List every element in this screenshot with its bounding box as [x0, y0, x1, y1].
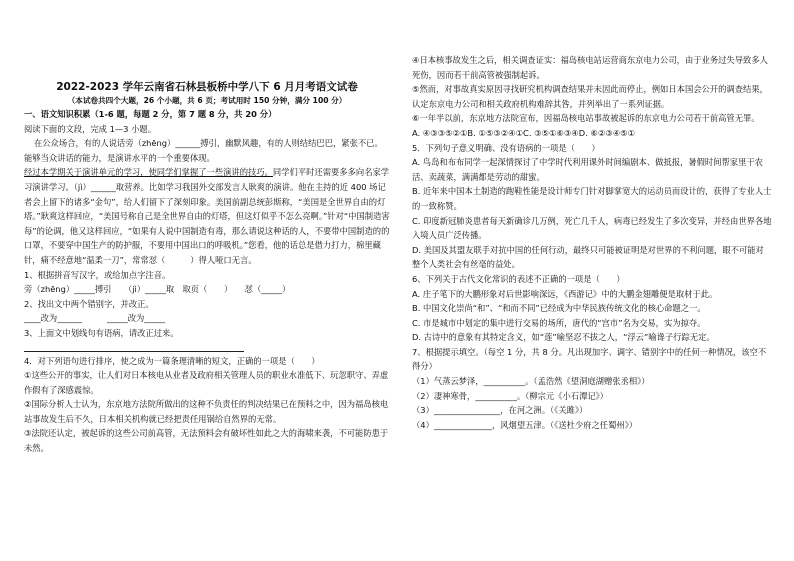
question-5-option: A. 鸟岛和布布同学一起深情探讨了中学时代利用课外时间编剧本、做抵报，暑假时间帮家里干农活、卖蔬菜，满满都是劳动的甜蜜。	[412, 157, 763, 182]
question-4-item: ③法院还认定，被起诉的这些公司前高管，无法预料会有破坏性如此之大的海啸来袭，不可能防患于未然。	[24, 428, 389, 454]
question-6-option: D. 古诗中的意象有其特定含义，如“莲”喻坚忍不拔之人，“浮云”喻谗子行踪无定。	[412, 332, 715, 343]
question-4-item: ②国际分析人士认为，东京地方法院所做出的这种不负责任的判决结果已在预料之中，因为福岛核电站事故发生后不久，日本相关机构就已经把责任甩锅给自然界的无常。	[24, 399, 389, 424]
question-4-item: ⑥一年半以前，东京地方法院宣布，因福岛核电站事故被起诉的东京电力公司若干前高管无罪。	[412, 113, 760, 124]
question-5: 5．下列句子意义明确、没有语病的一项是（ ）	[412, 142, 600, 153]
question-7-line: （1）气蒸云梦泽，__________。（孟浩然《望洞庭湖赠张丞相》）	[412, 376, 650, 387]
right-column	[412, 53, 772, 432]
question-4-options: A. ④③③⑤②①B. ①⑤③②④①C. ③⑤①⑥③④D. ⑥②③④⑤①	[412, 127, 636, 138]
passage-paragraph: 在公众场合，有的人说话旁（zhēng）______搏引，幽默风趣，有的人则结结巴巴，紧张不已。能够当众讲话的能力，是演讲水平的一个重要体现。	[24, 138, 383, 163]
question-3: 3、上面文中划线句有语病，请改正过来。	[24, 327, 179, 338]
question-7-line: （4）______________，风烟望五津。（《送杜少府之任蜀州》）	[412, 419, 638, 430]
question-6: 6、下列关于古代文化常识的表述不正确的一项是（ ）	[412, 273, 625, 284]
answer-line	[24, 341, 244, 352]
question-4-item: ⑤然而，对事故真实原因寻找研究机构调查结果并未因此而停止，例如日本国会公开的调查结果，认定东京电力公司和相关政府机构难辞其咎，并列举出了一系列证据。	[412, 84, 768, 109]
question-7: 7、根据提示填空。（每空 1 分，共 8 分。凡出现加字、调字、错别字中的任何一种情况，该空不得分）	[412, 346, 767, 372]
question-7-line: （3）________________，在河之洲。（《关雎》）	[412, 405, 588, 416]
left-column	[24, 0, 390, 456]
exam-title: 2022-2023 学年云南省石林县板桥中学八下 6 月月考语文试卷	[56, 81, 358, 93]
passage-intro: 阅读下面的文段，完成 1—3 小题。	[24, 123, 156, 134]
question-7-line: （2）凄神寒骨，__________。（柳宗元《小石潭记》）	[412, 390, 609, 401]
question-2-blanks: ____改为______ _____改为_____	[24, 313, 166, 324]
question-6-option: C. 市是城市中划定的集中进行交易的场所，唐代的“宫市”名为交易，实为掠夺。	[412, 317, 706, 328]
question-5-option: D. 美国及其盟友联手对抗中国的任何行动，最终只可能被证明是对世界的不利问题，眼不可能对整个人类社会有丝毫的益处。	[412, 244, 764, 270]
question-1-blanks: 旁（zhēng）_____搏引 （jì）_____取 取页（ ） 怼（_____）	[24, 284, 291, 295]
question-6-option: A. 庄子笔下的大鹏形象对后世影响深远，《西游记》中的大鹏金翅雕便是取材于此。	[412, 288, 718, 299]
question-6-option: B. 中国文化崇尚“和”、“和而不同”已经成为中华民族传统文化的核心命题之一。	[412, 303, 706, 314]
section-heading: 一、语文知识积累（1-6 题，每题 2 分，第 7 题 8 分，共 20 分）	[24, 109, 277, 119]
question-4: 4．对下列语句进行排序，使之成为一篇条理清晰的短文，正确的一项是（ ）	[24, 355, 320, 366]
question-2: 2、找出文中两个错别字，并改正。	[24, 298, 154, 309]
passage-continuation: 同学们平时还需要多多向名家学习演讲学习。（jì）______取营养。比如学习我国外交部发言人耿爽的演讲。他在主持的近 400 场记者会上留下的诸多“金句”，给人们留下了深刻印象。美国前副总统彭斯称，“美国是全世界自由的灯塔。”耿爽这样回应，“美国号称自己是全世界自由的灯塔，但这灯似乎不怎么亮啊。”针对“中国制造害每”的论调，他又这样回应，“如果有人说中国制造有毒，那么请说这种话的人，不要带中国制造的的口罩，不要穿中国生产的防护服，不要用中国出口的呼吸机。”您看，他的话总是借力打力，棉里藏针，痛不经意地“温柔一刀”，常常怼（ ）得人哑口无言。	[24, 167, 390, 265]
question-4-item: ①这些公开的事实，让人们对日本核电从业者及政府相关管理人员的职业水准低下、玩忽职守、弄虚作假有了深感震惊。	[24, 370, 389, 395]
underlined-sentence: 经过本学期关于演讲单元的学习，使同学们掌握了一些演讲的技巧。	[24, 167, 273, 178]
passage-paragraph	[24, 165, 390, 267]
question-5-option: B. 近年来中国本土制造的跑鞋性能是设计师专门针对脚掌宽大的运动员而设计的，获得了专业人士的一致称赞。	[412, 186, 772, 211]
exam-note: （本试卷共四个大题，26 个小题，共 6 页；考试用时 150 分钟，满分 100 分）	[67, 96, 347, 105]
question-5-option: C. 印度新冠肺炎患者每天新确诊几万例，死亡几千人，病毒已经发生了多次变异，并经由世界各地入境人员广泛传播。	[412, 215, 772, 241]
question-1: 1、根据拼音写汉字，或给加点字注音。	[24, 269, 171, 280]
question-4-item: ④日本核事故发生之后，相关调查证实：福岛核电站运营商东京电力公司，由于业务过失导致多人死伤，因而若干前高管被强制起诉。	[412, 55, 768, 80]
